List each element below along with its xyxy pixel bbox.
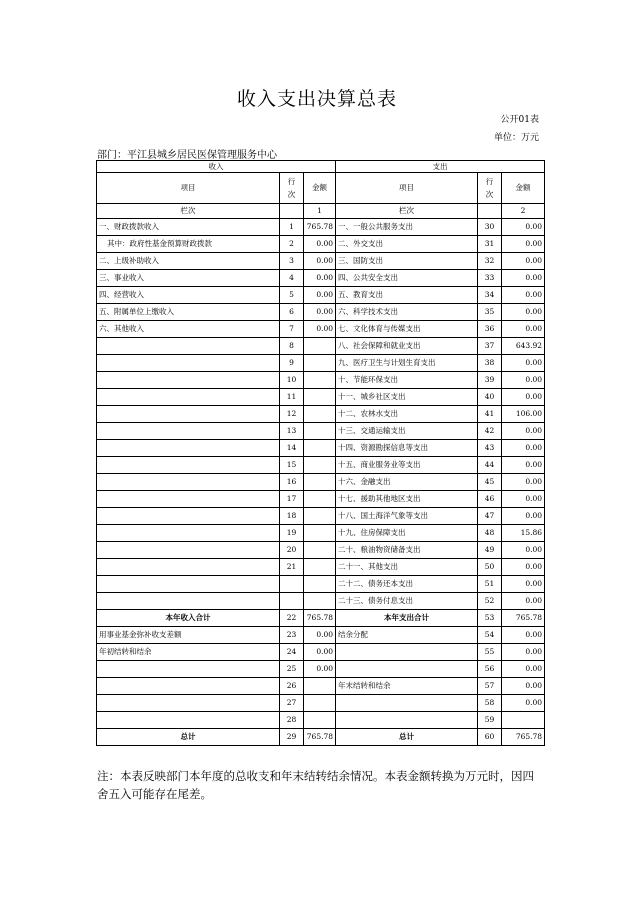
- income-item-cell: [97, 576, 280, 593]
- expense-row-no-cell: 56: [478, 661, 502, 678]
- income-row-no-cell: 4: [280, 270, 304, 287]
- table-row: [97, 712, 545, 729]
- expense-item-cell: 二十三、债务付息支出: [336, 593, 478, 610]
- income-header: 收入: [97, 161, 336, 173]
- income-row-no-cell: 5: [280, 287, 304, 304]
- income-item-cell: [97, 355, 280, 372]
- expense-amount-cell: [502, 712, 545, 729]
- expense-item-cell: 十四、资源勘探信息等支出: [336, 440, 478, 457]
- table-row: [97, 321, 545, 338]
- income-row-no-cell: 7: [280, 321, 304, 338]
- expense-amount-cell: 0.00: [502, 457, 545, 474]
- income-amount-cell: 0.00: [304, 304, 336, 321]
- expense-item-cell: 年末结转和结余: [336, 678, 478, 695]
- table-row: [97, 270, 545, 287]
- income-item-cell: [97, 338, 280, 355]
- expense-amount-cell: 0.00: [502, 423, 545, 440]
- expense-row-no-cell: 59: [478, 712, 502, 729]
- expense-item-cell: 二十二、债务还本支出: [336, 576, 478, 593]
- table-row: [97, 729, 545, 746]
- expense-row-no-cell: 47: [478, 508, 502, 525]
- income-row-no-cell: 26: [280, 678, 304, 695]
- income-row-no-cell: 16: [280, 474, 304, 491]
- expense-amount-cell: 0.00: [502, 219, 545, 236]
- income-item-cell: 总计: [97, 729, 280, 746]
- income-amount-cell: 0.00: [304, 321, 336, 338]
- blank-cell: [478, 204, 502, 219]
- expense-item-cell: 本年支出合计: [336, 610, 478, 627]
- income-item-cell: [97, 525, 280, 542]
- table-row: [97, 372, 545, 389]
- income-amount-cell: [304, 474, 336, 491]
- income-item-cell: [97, 389, 280, 406]
- income-amount-cell: 0.00: [304, 236, 336, 253]
- income-item-cell: 用事业基金弥补收支差额: [97, 627, 280, 644]
- expense-item-cell: 二十、粮油物资储备支出: [336, 542, 478, 559]
- expense-amount-cell: 0.00: [502, 372, 545, 389]
- income-item-cell: [97, 440, 280, 457]
- income-item-cell: 一、财政拨款收入: [97, 219, 280, 236]
- expense-item-header: 项目: [336, 173, 478, 204]
- income-amount-cell: [304, 491, 336, 508]
- income-row-no-cell: 20: [280, 542, 304, 559]
- expense-item-cell: 十一、城乡社区支出: [336, 389, 478, 406]
- expense-amount-cell: 765.78: [502, 610, 545, 627]
- table-row: [97, 457, 545, 474]
- income-item-cell: [97, 372, 280, 389]
- expense-item-cell: [336, 644, 478, 661]
- expense-item-cell: 十六、金融支出: [336, 474, 478, 491]
- income-row-no-cell: [280, 593, 304, 610]
- expense-item-cell: 九、医疗卫生与计划生育支出: [336, 355, 478, 372]
- expense-item-cell: 六、科学技术支出: [336, 304, 478, 321]
- expense-row-no-cell: 31: [478, 236, 502, 253]
- income-row-no-cell: [280, 576, 304, 593]
- expense-amount-cell: 643.92: [502, 338, 545, 355]
- income-amount-cell: 0.00: [304, 644, 336, 661]
- income-row-no-cell: 1: [280, 219, 304, 236]
- expense-amount-cell: 106.00: [502, 406, 545, 423]
- income-item-cell: [97, 457, 280, 474]
- table-row: [97, 423, 545, 440]
- income-amount-cell: [304, 542, 336, 559]
- income-item-cell: 五、附属单位上缴收入: [97, 304, 280, 321]
- expense-row-no-cell: 37: [478, 338, 502, 355]
- income-amount-cell: 0.00: [304, 661, 336, 678]
- income-item-cell: [97, 695, 280, 712]
- expense-row-no-cell: 33: [478, 270, 502, 287]
- income-row-no-cell: 29: [280, 729, 304, 746]
- expense-column-number: 2: [502, 204, 545, 219]
- expense-row-no-cell: 39: [478, 372, 502, 389]
- income-amount-cell: [304, 423, 336, 440]
- income-amount-cell: [304, 559, 336, 576]
- expense-item-cell: 十二、农林水支出: [336, 406, 478, 423]
- expense-item-cell: 八、社会保障和就业支出: [336, 338, 478, 355]
- expense-item-cell: [336, 661, 478, 678]
- table-row: [97, 236, 545, 253]
- expense-amount-cell: 0.00: [502, 678, 545, 695]
- table-row: [97, 304, 545, 321]
- expense-amount-cell: 0.00: [502, 321, 545, 338]
- expense-row-no-cell: 53: [478, 610, 502, 627]
- income-amount-header: 金额: [304, 173, 336, 204]
- expense-amount-cell: 0.00: [502, 661, 545, 678]
- income-item-cell: [97, 559, 280, 576]
- income-item-cell: [97, 593, 280, 610]
- income-amount-cell: [304, 593, 336, 610]
- expense-amount-cell: 0.00: [502, 304, 545, 321]
- income-row-no-cell: 9: [280, 355, 304, 372]
- expense-amount-cell: 0.00: [502, 474, 545, 491]
- expense-item-cell: 十九、住房保障支出: [336, 525, 478, 542]
- table-row: [97, 644, 545, 661]
- expense-amount-cell: 0.00: [502, 559, 545, 576]
- income-amount-cell: [304, 712, 336, 729]
- income-amount-cell: 765.78: [304, 219, 336, 236]
- income-item-cell: 四、经营收入: [97, 287, 280, 304]
- income-row-no-cell: 15: [280, 457, 304, 474]
- income-row-no-cell: 17: [280, 491, 304, 508]
- expense-amount-cell: 15.86: [502, 525, 545, 542]
- expense-amount-cell: 0.00: [502, 644, 545, 661]
- expense-row-no-cell: 54: [478, 627, 502, 644]
- income-row-no-cell: 27: [280, 695, 304, 712]
- expense-row-no-cell: 40: [478, 389, 502, 406]
- table-row: [97, 695, 545, 712]
- income-row-no-cell: 28: [280, 712, 304, 729]
- expense-item-cell: 十五、商业服务业等支出: [336, 457, 478, 474]
- table-row: [97, 627, 545, 644]
- income-row-no-cell: 21: [280, 559, 304, 576]
- income-row-no-cell: 22: [280, 610, 304, 627]
- expense-amount-cell: 0.00: [502, 593, 545, 610]
- expense-row-no-cell: 42: [478, 423, 502, 440]
- page-title: 收入支出决算总表: [236, 88, 397, 110]
- income-row-no-cell: 10: [280, 372, 304, 389]
- income-rowno-header: [280, 173, 304, 204]
- income-amount-cell: [304, 508, 336, 525]
- expense-item-cell: 三、国防支出: [336, 253, 478, 270]
- form-code: 公开01表: [500, 115, 539, 125]
- table-row: [97, 389, 545, 406]
- income-row-no-cell: 11: [280, 389, 304, 406]
- expense-row-no-cell: 57: [478, 678, 502, 695]
- expense-item-cell: 十八、国土海洋气象等支出: [336, 508, 478, 525]
- income-row-no-cell: 8: [280, 338, 304, 355]
- table-row: [97, 610, 545, 627]
- expense-item-cell: [336, 695, 478, 712]
- income-row-no-cell: 6: [280, 304, 304, 321]
- income-row-no-cell: 24: [280, 644, 304, 661]
- expense-row-no-cell: 41: [478, 406, 502, 423]
- department-label: 部门：平江县城乡居民医保管理服务中心: [97, 150, 277, 161]
- income-column-label: 栏次: [97, 204, 280, 219]
- expense-item-cell: 二十一、其他支出: [336, 559, 478, 576]
- expense-row-no-cell: 44: [478, 457, 502, 474]
- income-item-cell: 本年收入合计: [97, 610, 280, 627]
- blank-cell: [280, 204, 304, 219]
- table-row: [97, 406, 545, 423]
- income-amount-cell: [304, 457, 336, 474]
- expense-amount-cell: 0.00: [502, 287, 545, 304]
- expense-amount-cell: 0.00: [502, 440, 545, 457]
- income-amount-cell: 0.00: [304, 627, 336, 644]
- table-row: [97, 474, 545, 491]
- table-row: [97, 440, 545, 457]
- income-item-cell: [97, 508, 280, 525]
- expense-amount-header: 金额: [502, 173, 545, 204]
- expense-amount-cell: 0.00: [502, 508, 545, 525]
- income-item-cell: [97, 712, 280, 729]
- expense-item-cell: 二、外交支出: [336, 236, 478, 253]
- expense-item-cell: [336, 712, 478, 729]
- income-item-cell: 其中：政府性基金预算财政拨款: [97, 236, 280, 253]
- income-amount-cell: [304, 576, 336, 593]
- expense-row-no-cell: 38: [478, 355, 502, 372]
- income-item-cell: [97, 406, 280, 423]
- table-row: [97, 491, 545, 508]
- income-amount-cell: [304, 525, 336, 542]
- expense-item-cell: 一、一般公共服务支出: [336, 219, 478, 236]
- expense-row-no-cell: 32: [478, 253, 502, 270]
- expense-row-no-cell: 30: [478, 219, 502, 236]
- expense-item-cell: 七、文化体育与传媒支出: [336, 321, 478, 338]
- expense-amount-cell: 0.00: [502, 576, 545, 593]
- expense-item-cell: 十七、援助其他地区支出: [336, 491, 478, 508]
- income-amount-cell: 765.78: [304, 729, 336, 746]
- income-row-no-cell: 13: [280, 423, 304, 440]
- income-amount-cell: [304, 355, 336, 372]
- expense-row-no-cell: 46: [478, 491, 502, 508]
- income-item-cell: [97, 423, 280, 440]
- income-item-cell: [97, 542, 280, 559]
- expense-amount-cell: 0.00: [502, 491, 545, 508]
- table-row: [97, 559, 545, 576]
- table-row: [97, 542, 545, 559]
- expense-column-label: 栏次: [336, 204, 478, 219]
- expense-row-no-cell: 58: [478, 695, 502, 712]
- income-amount-cell: 0.00: [304, 253, 336, 270]
- income-row-no-cell: 14: [280, 440, 304, 457]
- expense-row-no-cell: 60: [478, 729, 502, 746]
- income-amount-cell: [304, 338, 336, 355]
- income-amount-cell: [304, 406, 336, 423]
- expense-amount-cell: 0.00: [502, 389, 545, 406]
- expense-amount-cell: 0.00: [502, 236, 545, 253]
- expense-row-no-cell: 34: [478, 287, 502, 304]
- table-row: [97, 593, 545, 610]
- income-amount-cell: 0.00: [304, 270, 336, 287]
- expense-row-no-cell: 50: [478, 559, 502, 576]
- table-row: [97, 253, 545, 270]
- table-row: [97, 678, 545, 695]
- expense-item-cell: 总计: [336, 729, 478, 746]
- expense-item-cell: 五、教育支出: [336, 287, 478, 304]
- income-amount-cell: [304, 440, 336, 457]
- footnote: 注：本表反映部门本年度的总收支和年末结转结余情况。本表金额转换为万元时，因四舍五入可能存在尾差。: [97, 769, 534, 801]
- income-item-cell: [97, 474, 280, 491]
- income-item-cell: 六、其他收入: [97, 321, 280, 338]
- table-row: [97, 355, 545, 372]
- expense-row-no-cell: 35: [478, 304, 502, 321]
- expense-header: 支出: [336, 161, 545, 173]
- expense-row-no-cell: 43: [478, 440, 502, 457]
- income-amount-cell: [304, 372, 336, 389]
- income-row-no-cell: 12: [280, 406, 304, 423]
- income-amount-cell: [304, 695, 336, 712]
- income-item-cell: [97, 678, 280, 695]
- expense-amount-cell: 0.00: [502, 270, 545, 287]
- table-row: [97, 508, 545, 525]
- expense-row-no-cell: 52: [478, 593, 502, 610]
- income-item-cell: 二、上级补助收入: [97, 253, 280, 270]
- income-amount-cell: 765.78: [304, 610, 336, 627]
- expense-row-no-cell: 48: [478, 525, 502, 542]
- income-item-cell: 三、事业收入: [97, 270, 280, 287]
- row-no-label: 行次: [485, 177, 494, 199]
- expense-amount-cell: 0.00: [502, 542, 545, 559]
- table-row: [97, 338, 545, 355]
- income-row-no-cell: 19: [280, 525, 304, 542]
- income-column-number: 1: [304, 204, 336, 219]
- expense-row-no-cell: 55: [478, 644, 502, 661]
- table-row: [97, 576, 545, 593]
- income-amount-cell: 0.00: [304, 287, 336, 304]
- expense-amount-cell: 0.00: [502, 695, 545, 712]
- table-row: [97, 525, 545, 542]
- income-row-no-cell: 25: [280, 661, 304, 678]
- income-amount-cell: [304, 678, 336, 695]
- expense-row-no-cell: 49: [478, 542, 502, 559]
- table-row: [97, 661, 545, 678]
- unit-label: 单位：万元: [493, 133, 539, 143]
- income-row-no-cell: 2: [280, 236, 304, 253]
- income-row-no-cell: 18: [280, 508, 304, 525]
- expense-item-cell: 四、公共安全支出: [336, 270, 478, 287]
- expense-amount-cell: 0.00: [502, 355, 545, 372]
- expense-row-no-cell: 51: [478, 576, 502, 593]
- income-item-cell: [97, 491, 280, 508]
- income-item-cell: [97, 661, 280, 678]
- expense-row-no-cell: 45: [478, 474, 502, 491]
- income-item-header: 项目: [97, 173, 280, 204]
- expense-row-no-cell: 36: [478, 321, 502, 338]
- expense-item-cell: 十三、交通运输支出: [336, 423, 478, 440]
- income-amount-cell: [304, 389, 336, 406]
- table-row: [97, 219, 545, 236]
- expense-item-cell: 结余分配: [336, 627, 478, 644]
- summary-table: [96, 160, 545, 746]
- expense-rowno-header: [478, 173, 502, 204]
- expense-amount-cell: 765.78: [502, 729, 545, 746]
- row-no-label: 行次: [287, 177, 296, 199]
- expense-amount-cell: 0.00: [502, 627, 545, 644]
- expense-amount-cell: 0.00: [502, 253, 545, 270]
- table-row: [97, 287, 545, 304]
- income-row-no-cell: 23: [280, 627, 304, 644]
- income-row-no-cell: 3: [280, 253, 304, 270]
- expense-item-cell: 十、节能环保支出: [336, 372, 478, 389]
- income-item-cell: 年初结转和结余: [97, 644, 280, 661]
